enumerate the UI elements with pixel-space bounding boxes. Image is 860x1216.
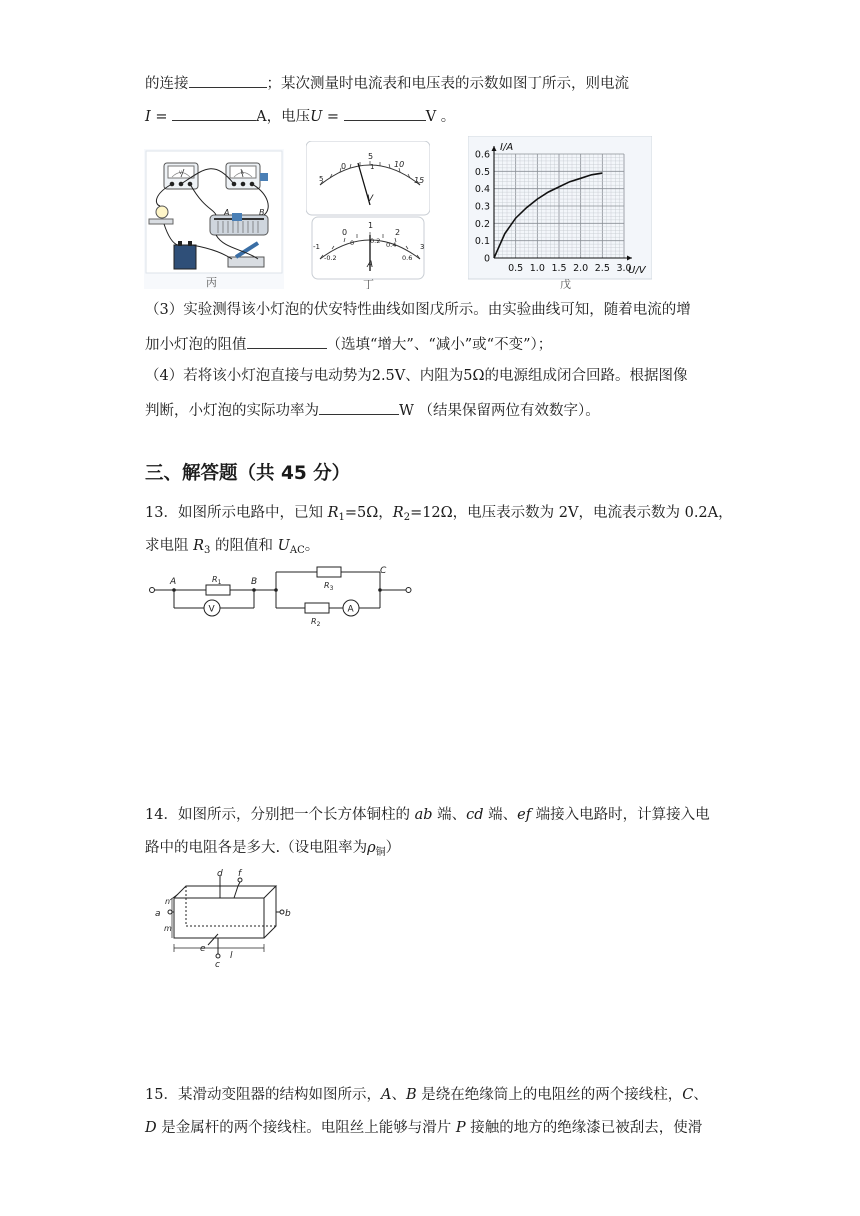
ammeter-a-text: A <box>347 604 354 615</box>
label-c: c <box>215 960 220 970</box>
x-tick-label: 1.5 <box>551 263 567 274</box>
rheostat-label-a: A <box>224 208 230 217</box>
v-tick-15: 15 <box>414 176 425 185</box>
label-b: b <box>285 909 291 919</box>
symbol-U: U <box>310 109 323 125</box>
label-f: f <box>238 869 242 879</box>
q3-line1: （3）实验测得该小灯泡的伏安特性曲线如图戊所示。由实验曲线可知，随着电流的增 <box>145 302 691 318</box>
text: 、 <box>391 1087 406 1103</box>
text: 。 <box>304 538 320 554</box>
y-tick-label: 0.4 <box>474 184 490 196</box>
answer-blank[interactable] <box>189 72 267 88</box>
text: 、 <box>693 1087 708 1103</box>
text: （选填“增大”、“减小”或“不变”）； <box>326 337 553 353</box>
figure-caption-bing: 丙 <box>206 276 217 289</box>
text: 的阻值和 <box>210 538 278 554</box>
a-tick-1: 1 <box>368 221 374 230</box>
text: W （结果保留两位有效数字）。 <box>399 403 600 419</box>
text: 求电阻 <box>145 538 194 554</box>
label-r2: $R_2$ <box>311 617 321 628</box>
text: 端接入电路时，计算接入电 <box>531 807 710 823</box>
meter-v-label: V <box>179 170 182 175</box>
symbol-D: D <box>145 1120 157 1136</box>
text: V 。 <box>425 109 456 125</box>
sub: 2 <box>403 512 411 523</box>
symbol-C: C <box>682 1087 694 1103</box>
voltmeter-symbol: V <box>367 194 374 204</box>
text: 加小灯泡的阻值 <box>145 337 247 353</box>
x-tick-label: 1.0 <box>529 263 545 274</box>
symbol-B: B <box>405 1087 417 1103</box>
text: 判断，小灯泡的实际功率为 <box>145 403 319 419</box>
answer-blank-current[interactable] <box>172 105 256 121</box>
answer-blank-resistance[interactable] <box>247 333 327 349</box>
symbol-R2: R <box>392 505 404 521</box>
chart-ylabel: I/A <box>500 142 514 153</box>
node-b-label: B <box>251 577 258 587</box>
figure-wu-iu-chart <box>468 136 652 289</box>
v-tick-5: 5 <box>368 152 374 161</box>
text: 端、 <box>432 807 467 823</box>
symbol-P: P <box>455 1120 466 1136</box>
q4-line2 <box>145 399 600 421</box>
a-small-06: 0.6 <box>402 254 413 262</box>
symbol-I: I <box>145 109 151 125</box>
sub: 1 <box>338 512 345 523</box>
text: 端、 <box>483 807 518 823</box>
q13-line2 <box>145 536 319 561</box>
text: 是绕在绝缘筒上的电阻丝的两个接线柱， <box>416 1087 683 1103</box>
y-tick-label: 0.3 <box>474 201 490 213</box>
answer-blank-voltage[interactable] <box>344 105 426 121</box>
label-d: d <box>217 869 223 879</box>
q14-copper-block-diagram <box>150 868 295 970</box>
label-n: n <box>165 897 171 906</box>
symbol-R1: R <box>327 505 339 521</box>
symbol-rho: ρ <box>367 840 376 856</box>
sub: 铜 <box>375 847 386 858</box>
text: 路中的电阻各是多大.（设电阻率为 <box>145 840 368 856</box>
answer-blank-power[interactable] <box>319 399 399 415</box>
ammeter-symbol: A <box>367 260 374 270</box>
x-tick-label: 2.0 <box>573 263 589 274</box>
text: ；某次测量时电流表和电压表的示数如图丁所示，则电流 <box>266 76 629 92</box>
figure-caption-ding: 丁 <box>363 278 374 289</box>
text: = <box>322 109 344 125</box>
q4-line1: （4）若将该小灯泡直接与电动势为2.5V、内阻为5Ω的电源组成闭合回路。根据图像 <box>145 368 688 384</box>
text: 是金属杆的两个接线柱。电阻丝上能够与滑片 <box>156 1120 456 1136</box>
meter-a-label: A <box>241 170 244 175</box>
text: 的连接 <box>145 76 189 92</box>
symbol-UAC: U <box>277 538 290 554</box>
label-r1: $R_1$ <box>212 575 222 586</box>
v-inner-1: 1 <box>370 163 375 171</box>
a-neg-1: -1 <box>313 243 320 251</box>
a-small-02: 0.2 <box>370 237 381 245</box>
text: 接触的地方的绝缘漆已被刮去，使滑 <box>465 1120 703 1136</box>
text: ） <box>385 840 401 856</box>
text: =5Ω， <box>344 505 393 521</box>
figure-caption-wu: 戊 <box>560 278 571 289</box>
q3-line2 <box>145 333 552 355</box>
label-m: m <box>164 924 172 933</box>
a-tick-2: 2 <box>395 228 401 237</box>
symbol-ef: ef <box>517 807 532 823</box>
figure-bing-circuit <box>144 149 284 289</box>
chart-xlabel: U/V <box>628 265 646 276</box>
node-a-label: A <box>170 577 177 587</box>
text: 13．如图所示电路中，已知 <box>145 505 328 521</box>
figure-ding-meters <box>306 141 430 289</box>
a-small-neg: -0.2 <box>324 254 337 262</box>
a-small-0: 0 <box>350 239 355 247</box>
block-front-face <box>174 898 264 938</box>
y-tick-label: 0.6 <box>474 149 490 161</box>
node-c-label: C <box>380 566 387 576</box>
y-tick-label: 0.1 <box>474 236 490 248</box>
q15-line1 <box>145 1085 708 1105</box>
symbol-A: A <box>380 1087 392 1103</box>
terminal-right <box>406 588 411 593</box>
label-e: e <box>200 944 206 954</box>
y-tick-label: 0.5 <box>474 166 490 178</box>
q2-line1 <box>145 72 629 94</box>
label-r3: $R_3$ <box>324 581 334 592</box>
q15-line2 <box>145 1118 702 1138</box>
label-l: l <box>230 951 233 961</box>
v-left-5: 5 <box>319 175 324 183</box>
x-tick-label: 2.5 <box>594 263 610 274</box>
q13-line1 <box>145 503 733 528</box>
terminal-left <box>150 588 155 593</box>
v-tick-0: 0 <box>341 162 347 171</box>
a-tick-0: 0 <box>342 228 348 237</box>
q14-line1 <box>145 805 710 825</box>
label-a: a <box>155 909 161 919</box>
voltmeter-v-text: V <box>208 604 215 615</box>
a-tick-3: 3 <box>420 243 425 251</box>
resistor-r1 <box>206 585 230 595</box>
text: 14．如图所示，分别把一个长方体铜柱的 <box>145 807 415 823</box>
text: A，电压 <box>256 109 311 125</box>
x-tick-label: 0.5 <box>508 263 524 274</box>
sub: 3 <box>204 545 211 556</box>
q13-circuit-diagram <box>144 563 416 631</box>
q2-line2 <box>145 105 455 127</box>
x-tick-label: 3.0 <box>616 263 632 274</box>
resistor-r2 <box>305 603 329 613</box>
resistor-r3 <box>317 567 341 577</box>
y-tick-label: 0.2 <box>474 218 490 230</box>
text: 15．某滑动变阻器的结构如图所示， <box>145 1087 381 1103</box>
q14-line2 <box>145 838 400 863</box>
section-heading: 三、解答题（共 45 分） <box>145 463 351 484</box>
rheostat-label-b: B <box>259 208 265 217</box>
y-tick-label: 0 <box>483 253 490 265</box>
text: =12Ω，电压表示数为 2V，电流表示数为 0.2A， <box>410 505 733 521</box>
sub: AC <box>289 545 305 556</box>
symbol-cd: cd <box>466 807 484 823</box>
a-small-04: 0.4 <box>386 241 397 249</box>
v-tick-10: 10 <box>394 160 405 169</box>
symbol-ab: ab <box>414 807 433 823</box>
text: = <box>150 109 173 125</box>
symbol-R3: R <box>193 538 205 554</box>
